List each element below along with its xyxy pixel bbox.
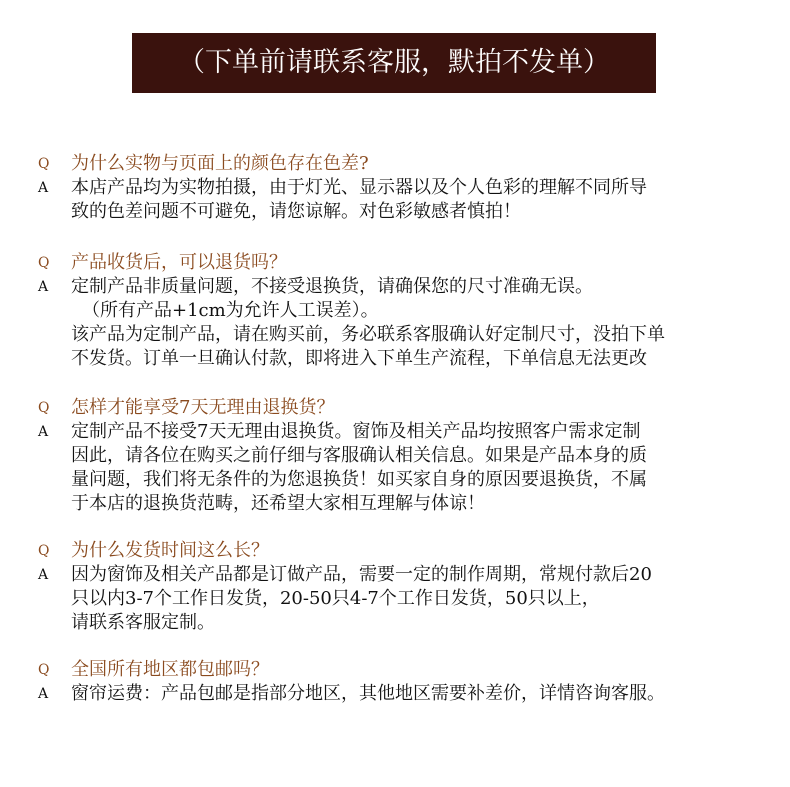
faq-answer-row	[0, 323, 790, 347]
faq-question-text: 怎样才能享受7天无理由退换货？	[71, 397, 335, 418]
faq-answer-row	[0, 347, 790, 371]
faq-answer-line: 本店产品均为实物拍摄，由于灯光、显示器以及个人色彩的理解不同所导	[71, 177, 647, 198]
faq-question-row	[0, 539, 790, 563]
faq-answer-line: 于本店的退换货范畴，还希望大家相互理解与体谅！	[71, 493, 485, 514]
faq-answer-row	[0, 492, 790, 516]
faq-item-return-policy	[0, 251, 790, 371]
faq-answer-row	[0, 587, 790, 611]
faq-question-text: 为什么发货时间这么长？	[71, 540, 269, 561]
faq-answer-row	[0, 200, 790, 224]
answer-marker: A	[38, 686, 49, 702]
faq-answer-line: 不发货。订单一旦确认付款，即将进入下单生产流程，下单信息无法更改	[71, 348, 647, 369]
faq-answer-line: 窗帘运费：产品包邮是指部分地区，其他地区需要补差价，详情咨询客服。	[71, 683, 665, 704]
faq-answer-row	[0, 468, 790, 492]
faq-answer-row	[0, 563, 790, 587]
answer-marker: A	[38, 180, 49, 196]
faq-item-seven-day-return	[0, 396, 790, 516]
faq-answer-line: 因为窗饰及相关产品都是订做产品，需要一定的制作周期，常规付款后20	[71, 564, 652, 585]
question-marker: Q	[38, 662, 50, 678]
faq-item-color-difference	[0, 152, 790, 224]
faq-answer-line: （所有产品+1cm为允许人工误差）。	[82, 300, 379, 321]
answer-marker: A	[38, 424, 49, 440]
faq-answer-line: 量问题，我们将无条件的为您退换货！如买家自身的原因要退换货，不属	[71, 469, 647, 490]
notice-banner: （下单前请联系客服，默拍不发单）	[132, 33, 656, 93]
faq-question-row	[0, 396, 790, 420]
faq-answer-line: 因此，请各位在购买之前仔细与客服确认相关信息。如果是产品本身的质	[71, 445, 647, 466]
faq-question-row	[0, 251, 790, 275]
faq-answer-row	[0, 275, 790, 299]
question-marker: Q	[38, 400, 50, 416]
question-marker: Q	[38, 255, 50, 271]
question-marker: Q	[38, 543, 50, 559]
faq-answer-line: 定制产品非质量问题，不接受退换货，请确保您的尺寸准确无误。	[71, 276, 593, 297]
faq-answer-row	[0, 420, 790, 444]
faq-question-text: 全国所有地区都包邮吗？	[71, 659, 269, 680]
answer-marker: A	[38, 567, 49, 583]
faq-answer-line: 只以内3-7个工作日发货，20-50只4-7个工作日发货，50只以上，	[71, 588, 600, 609]
faq-item-shipping-time	[0, 539, 790, 635]
faq-answer-line: 请联系客服定制。	[71, 612, 215, 633]
faq-answer-line: 该产品为定制产品，请在购买前，务必联系客服确认好定制尺寸，没拍下单	[71, 324, 665, 345]
faq-answer-row	[0, 682, 790, 706]
faq-answer-row	[0, 176, 790, 200]
faq-answer-row	[0, 444, 790, 468]
faq-item-free-shipping	[0, 658, 790, 706]
faq-question-row	[0, 658, 790, 682]
faq-answer-row	[0, 611, 790, 635]
faq-question-text: 产品收货后，可以退货吗？	[71, 252, 287, 273]
faq-answer-line: 致的色差问题不可避免，请您谅解。对色彩敏感者慎拍！	[71, 201, 521, 222]
faq-answer-row	[0, 299, 790, 323]
faq-question-row	[0, 152, 790, 176]
question-marker: Q	[38, 156, 50, 172]
faq-question-text: 为什么实物与页面上的颜色存在色差?	[71, 153, 369, 174]
answer-marker: A	[38, 279, 49, 295]
faq-answer-line: 定制产品不接受7天无理由退换货。窗饰及相关产品均按照客户需求定制	[71, 421, 641, 442]
